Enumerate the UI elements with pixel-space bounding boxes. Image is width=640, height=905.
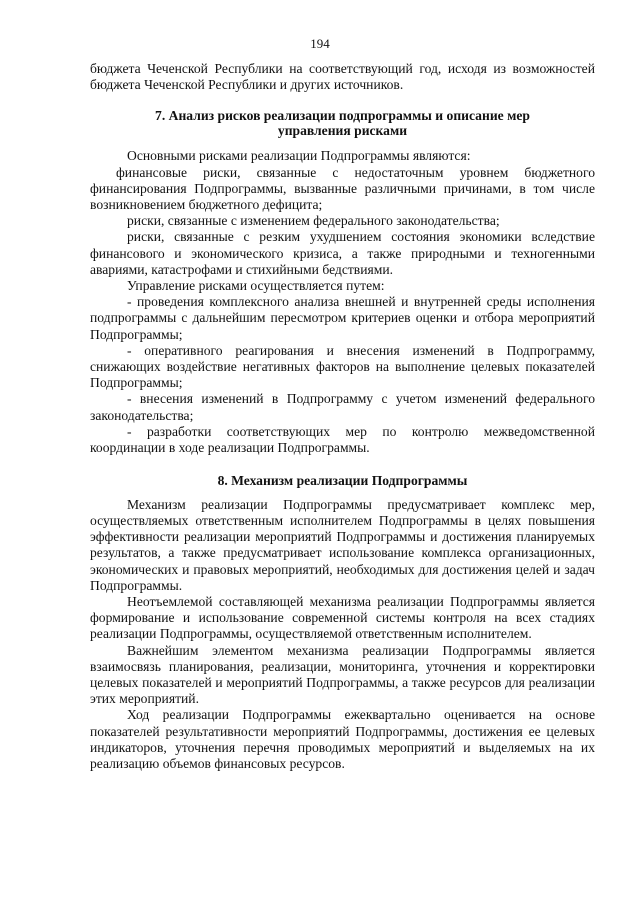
section-7-heading-line1: 7. Анализ рисков реализации подпрограммы и описание мер [155,108,530,124]
page-number: 194 [310,36,330,51]
management-item: - оперативного реагирования и внесения изменений в Подпрограмму, снижающих воздействие негативных факторов на выполнение целевых показателей Подпрограммы; [90,342,595,391]
section-7-paragraph: Управление рисками осуществляется путем: [127,278,385,294]
section-7-heading [90,109,595,138]
section-7-paragraph: Основными рисками реализации Подпрограммы являются: [127,148,471,164]
section-8-heading: 8. Механизм реализации Подпрограммы [217,473,468,489]
section-8-paragraph: Неотъемлемой составляющей механизма реализации Подпрограммы является формирование и использование современной системы контроля на всех стадиях реализации Подпрограммы, осуществляемой ответственным исполнителем. [90,593,595,642]
section-7-heading-line2: управления рисками [277,122,408,138]
management-item: - разработки соответствующих мер по контролю межведомственной координации в ходе реализации Подпрограммы. [90,423,595,456]
section-8-paragraph: Ход реализации Подпрограммы ежеквартально оценивается на основе показателей результативности мероприятий Подпрограммы, достижения ее целевых индикаторов, уточнения перечня проводимых мероприятий и выделяемых на их реализацию объемов финансовых ресурсов. [90,707,595,772]
section-8-paragraph: Механизм реализации Подпрограммы предусматривает комплекс мер, осуществляемых ответственным исполнителем Подпрограммы в целях повышения эффективности реализации мероприятий Подпрограммы и достижения планируемых результатов, а также предусматривает использование комплекса организационных, экономических и правовых мероприятий, необходимых для достижения целей и задач Подпрограммы. [90,496,595,593]
section-8-paragraph: Важнейшим элементом механизма реализации Подпрограммы является взаимосвязь планирования, реализации, мониторинга, уточнения и корректировки целевых показателей и мероприятий Подпрограммы, а также ресурсов для реализации этих мероприятий. [90,642,595,707]
risk-item-financial: финансовые риски, связанные с недостаточным уровнем бюджетного финансирования Подпрограммы, вызванные различными причинами, в том числе возникновением бюджетного дефицита; [90,164,595,213]
risk-item-economic: риски, связанные с резким ухудшением состояния экономики вследствие финансового и экономического кризиса, а также природными и техногенными авариями, катастрофами и стихийными бедствиями. [90,229,595,277]
document-body [90,61,595,772]
management-item: - проведения комплексного анализа внешней и внутренней среды исполнения подпрограммы с дальнейшим пересмотром критериев оценки и отбора мероприятий Подпрограммы; [90,294,595,342]
intro-paragraph: бюджета Чеченской Республики на соответствующий год, исходя из возможностей бюджета Чеченской Республики и других источников. [90,61,595,93]
risk-item-legislation: риски, связанные с изменением федерального законодательства; [127,213,500,229]
management-item: - внесения изменений в Подпрограмму с учетом изменений федерального законодательства; [90,391,595,423]
